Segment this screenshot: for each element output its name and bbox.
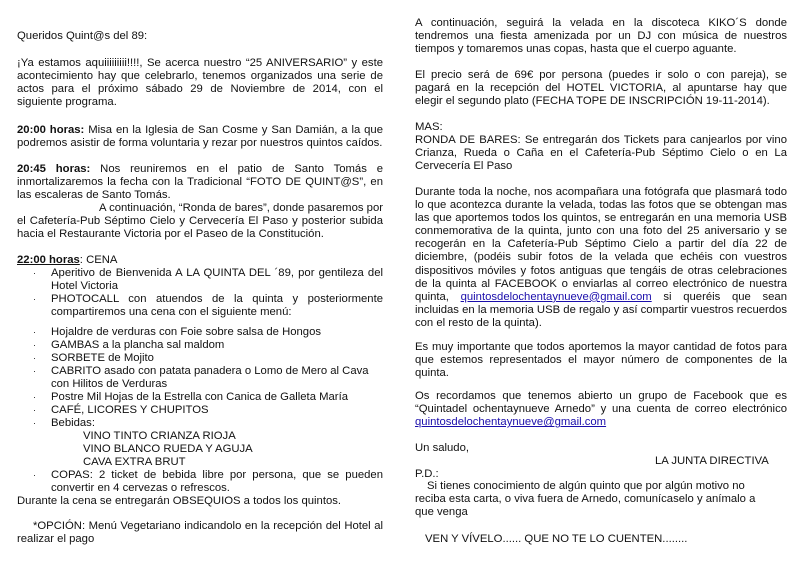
photographer-text-end: si queréis que sean incluidas en la memoria USB de regalo y así compartir vuestros recuerdos con el resto de la quinta).	[415, 290, 787, 329]
list-item-text: COPAS: 2 ticket de bebida libre por persona, que se pueden convertir en 4 cervezas o refrescos.	[51, 469, 383, 495]
menu-item-text: Bebidas:	[51, 417, 95, 429]
obsequios-note: Durante la cena se entregarán OBSEQUIOS a todos los quintos.	[17, 495, 342, 507]
importance-paragraph: Es muy importante que todos aportemos la mayor cantidad de fotos para que estemos representados el mayor número de componentes de la quinta.	[415, 341, 787, 380]
email-link[interactable]: quintosdelochentaynueve@gmail.com	[415, 416, 607, 429]
greeting: Queridos Quint@s del 89:	[17, 30, 148, 42]
schedule-dinner-text: : CENA	[79, 254, 118, 266]
bullet-dot: ·	[33, 470, 36, 480]
facebook-paragraph	[415, 390, 787, 429]
bullet-dot: ·	[33, 366, 36, 376]
menu-item-text: SORBETE de Mojito	[51, 352, 154, 364]
closing-line: VEN Y VÍVELO...... QUE NO TE LO CUENTEN........	[425, 533, 688, 545]
mas-title: MAS:	[415, 121, 443, 133]
bullet-dot: ·	[33, 268, 36, 278]
schedule-mass-time: 20:00 horas:	[17, 124, 85, 136]
bullet-dot: ·	[33, 340, 36, 350]
menu-item-text: CAFÉ, LICORES Y CHUPITOS	[51, 404, 209, 416]
bullet-dot: ·	[33, 392, 36, 402]
drink-item: VINO BLANCO RUEDA Y AGUJA	[83, 443, 253, 455]
price-paragraph: El precio será de 69€ por persona (puedes ir solo o con pareja), se pagará en la recepción del HOTEL VICTORIA, al apuntarse hay que elegir el segundo plato (FECHA TOPE DE INSCRIPCIÓN 19-11-2014).	[415, 69, 787, 108]
menu-item-text: Postre Mil Hojas de la Estrella con Canica de Galleta María	[51, 391, 348, 403]
photographer-paragraph	[415, 186, 787, 330]
bullet-dot: ·	[33, 327, 36, 337]
saludo: Un saludo,	[415, 442, 470, 454]
bullet-dot: ·	[33, 405, 36, 415]
schedule-dinner-time: 22:00 horas	[17, 254, 80, 266]
vegetarian-option: *OPCIÓN: Menú Vegetariano indicandolo en la recepción del Hotel al realizar el pago	[17, 520, 383, 546]
drink-item: VINO TINTO CRIANZA RIOJA	[83, 430, 236, 442]
intro-paragraph: ¡Ya estamos aquiiiiiiiii!!!!, Se acerca nuestro “25 ANIVERSARIO” y este acontecimiento hay que celebrarlo, tenemos organizados una serie de actos para el próximo sábado 29 de Noviembre de 2014, con el siguiente programa.	[17, 57, 383, 109]
schedule-photo	[17, 163, 383, 202]
email-link[interactable]: quintosdelochentaynueve@gmail.com	[460, 290, 652, 303]
pd-label: P.D.:	[415, 468, 439, 480]
menu-item-text: Hojaldre de verduras con Foie sobre salsa de Hongos	[51, 326, 322, 338]
signature: LA JUNTA DIRECTIVA	[655, 455, 769, 467]
facebook-text: Os recordamos que tenemos abierto un grupo de Facebook que es “Quintadel ochentaynueve Arnedo” y una cuenta de correo electrónico	[415, 390, 787, 416]
list-item-text: PHOTOCALL con atuendos de la quinta y posteriormente compartiremos una cena con el siguiente menú:	[51, 293, 383, 319]
pd-text: Si tienes conocimiento de algún quinto que por algún motivo no reciba esta carta, o viva fuera de Arnedo, comunícaselo y anímalo a que venga	[415, 480, 756, 519]
schedule-mass	[17, 124, 383, 150]
photographer-text: Durante toda la noche, nos acompañara una fotógrafa que plasmará todo lo que acontezca durante la velada, todas las fotos que se obtengan mas las que aportemos todos los quintos, se entregarán en una memoria USB conmemorativa de la quinta, junto con una foto del 25 aniversario y se recogerán en la Cafetería-Pub Séptimo Cielo a partir del día 22 de diciembre, (podéis subir fotos de la velada que echéis con vuestros dispositivos móviles y fotos antiguas que tengáis de otras celebraciones de la quinta al FACEBOOK o enviarlas al correo electrónico de nuestra quinta,	[415, 186, 787, 303]
drink-item: CAVA EXTRA BRUT	[83, 456, 186, 468]
schedule-mass-text: Misa en la Iglesia de San Cosme y San Damián, a la que podremos asistir de forma voluntaria y rezar por nuestros quintos caídos.	[17, 124, 383, 150]
menu-item-text: GAMBAS a la plancha sal maldom	[51, 339, 225, 351]
bullet-dot: ·	[33, 353, 36, 363]
bullet-dot: ·	[33, 294, 36, 304]
bullet-dot: ·	[33, 418, 36, 428]
discoteca-paragraph: A continuación, seguirá la velada en la discoteca KIKO´S donde tendremos una fiesta amenizada por un DJ con música de nuestros tiempos y tomaremos unas copas, hasta que el cuerpo aguante.	[415, 17, 787, 56]
schedule-bars: A continuación, “Ronda de bares”, donde pasaremos por el Cafetería-Pub Séptimo Cielo y Cervecería El Paso y posterior subida hacia el Restaurante Victoria por el Paseo de la Constitución.	[17, 202, 383, 241]
schedule-photo-time: 20:45 horas:	[17, 163, 91, 175]
mas-paragraph: RONDA DE BARES: Se entregarán dos Tickets para canjearlos por vino Crianza, Rueda o Caña en el Cafetería-Pub Séptimo Cielo o en La Cervecería El Paso	[415, 134, 787, 173]
menu-item-text: CABRITO asado con patata panadera o Lomo de Mero al Cava con Hilitos de Verduras	[51, 365, 369, 391]
schedule-photo-text: Nos reuniremos en el patio de Santo Tomás e inmortalizaremos la fecha con la Tradicional “FOTO DE QUINT@S”, en las escaleras de Santo Tomás.	[17, 163, 384, 202]
list-item-text: Aperitivo de Bienvenida A LA QUINTA DEL ´89, por gentileza del Hotel Victoria	[51, 267, 383, 293]
schedule-dinner	[17, 254, 117, 267]
